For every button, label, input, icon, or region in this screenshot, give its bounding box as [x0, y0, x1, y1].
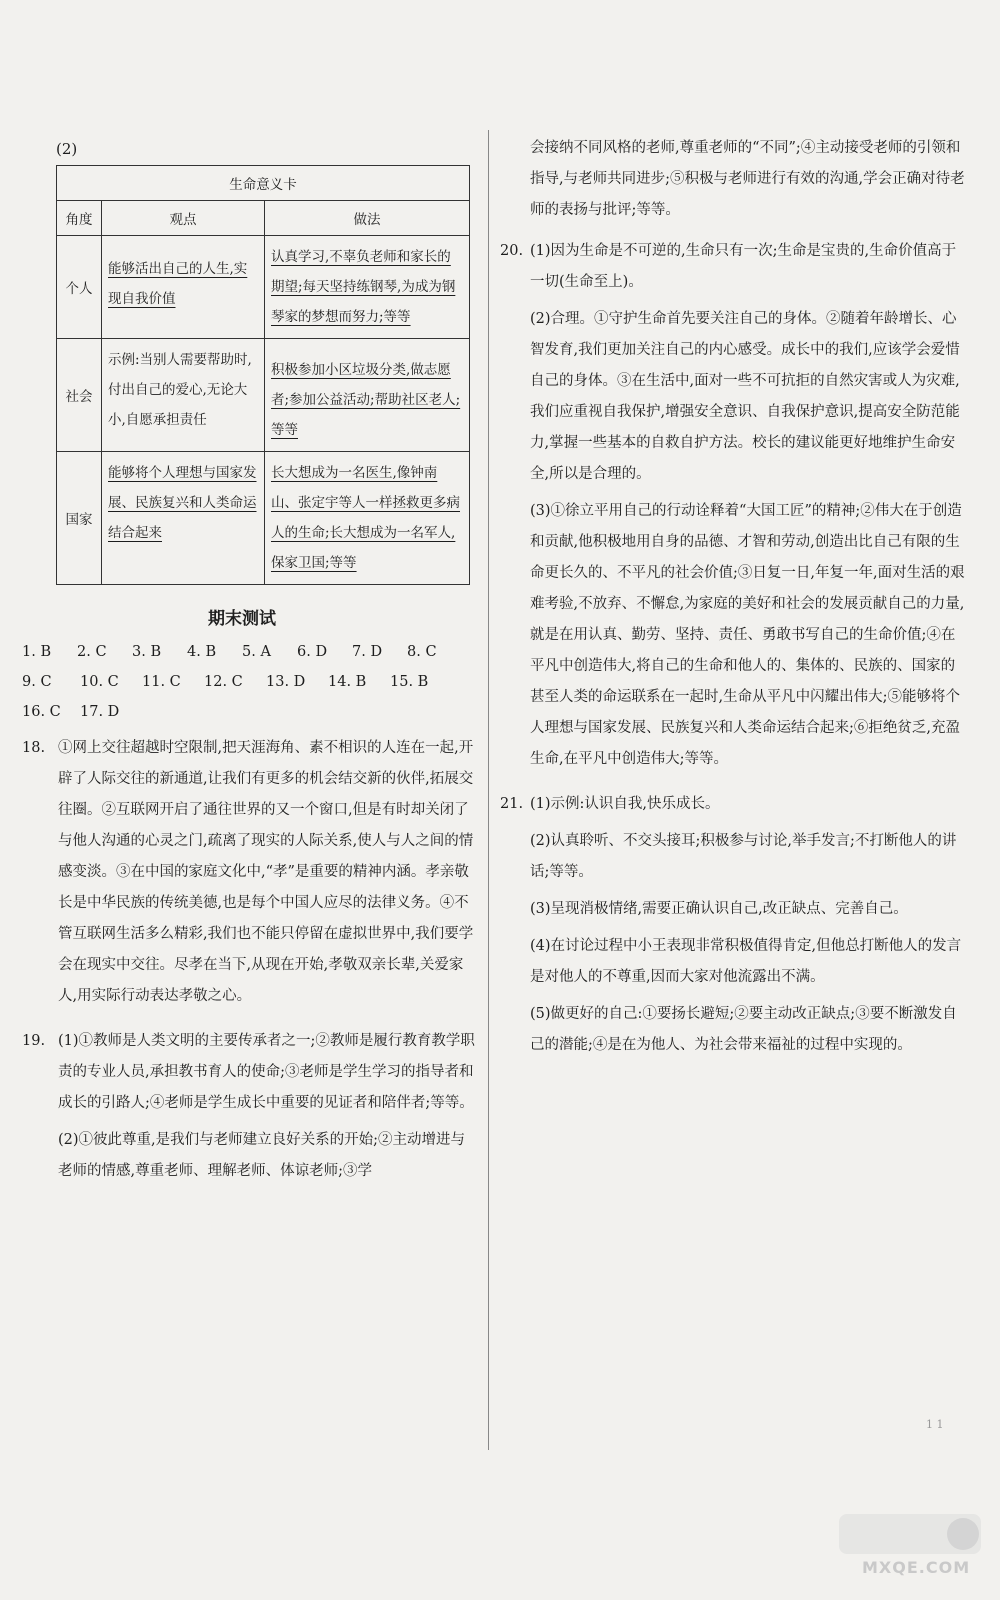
- question-19: [22, 1026, 477, 1187]
- mc-answer: 17. D: [80, 704, 120, 720]
- page-mark: 1 1: [926, 1418, 944, 1431]
- mc-answer: 2. C: [77, 644, 107, 660]
- answer-part: (2)认真聆听、不交头接耳;积极参与讨论,举手发言;不打断他人的讲话;等等。: [530, 833, 957, 880]
- answer-part: (3)①徐立平用自己的行动诠释着“大国工匠”的精神;②伟大在于创造和贡献,他积极地用自身的品德、才智和劳动,创造出比自己有限的生命更长久的、不平凡的社会价值;③日复一日,年复一年,面对生活的艰难考验,不放弃、不懈怠,为家庭的美好和社会的发展贡献自己的力量,就是在用认真、勤劳、坚持、责任、勇敢书写自己的生命价值;④在平凡中创造伟大,将自己的生命和他人的、集体的、民族的、国家的甚至人类的命运联系在一起时,生命从平凡中闪耀出伟大;⑤能够将个人理想与国家发展、民族复兴和人类命运结合起来;⑥拒绝贫乏,充盈生命,在平凡中创造伟大;等等。: [530, 503, 965, 767]
- mc-answer: 6. D: [297, 644, 328, 660]
- header-view: 观点: [102, 201, 265, 236]
- right-column: [500, 133, 968, 1061]
- answer-part: (5)做更好的自己:①要扬长避短;②要主动改正缺点;③要不断激发自己的潜能;④是在为他人、为社会带来福祉的过程中实现的。: [530, 1006, 957, 1053]
- table-row: [57, 236, 470, 339]
- table-row: [57, 339, 470, 452]
- life-meaning-card-table: [56, 165, 470, 585]
- answer-part: (4)在讨论过程中小王表现非常积极值得肯定,但他总打断他人的发言是对他人的不尊重,因而大家对他流露出不满。: [530, 938, 962, 985]
- question-number: 18.: [22, 740, 46, 756]
- answer-text: ①网上交往超越时空限制,把天涯海角、素不相识的人连在一起,开辟了人际交往的新通道,让我们有更多的机会结交新的伙伴,拓展交往圈。②互联网开启了通往世界的又一个窗口,但是有时却关闭了与他人沟通的心灵之门,疏离了现实的人际关系,使人与人之间的情感变淡。③在中国的家庭文化中,“孝”是重要的精神内涵。孝亲敬长是中华民族的传统美德,也是每个中国人应尽的法律义务。④不管互联网生活多么精彩,我们也不能只停留在虚拟世界中,我们要学会在现实中交往。尽孝在当下,从现在开始,孝敬双亲长辈,关爱家人,用实际行动表达孝敬之心。: [58, 740, 474, 1004]
- answer-part: (1)示例:认识自我,快乐成长。: [530, 796, 720, 812]
- question-20: [500, 236, 968, 775]
- question-18: [22, 733, 477, 1012]
- view-cell: 能够将个人理想与国家发展、民族复兴和人类命运结合起来: [108, 465, 257, 541]
- angle-cell: 社会: [57, 339, 102, 452]
- view-cell: 当别人需要帮助时,付出自己的爱心,无论大小,自愿承担责任: [108, 352, 252, 428]
- mc-answer: 7. D: [352, 644, 383, 660]
- section-title: 期末测试: [208, 609, 276, 629]
- mc-answer: 3. B: [132, 644, 162, 660]
- question-21: [500, 789, 968, 1061]
- view-cell: 能够活出自己的人生,实现自我价值: [108, 261, 248, 307]
- action-cell: 长大想成为一名医生,像钟南山、张定宇等人一样拯救更多病人的生命;长大想成为一名军人,保家卫国;等等: [271, 465, 460, 571]
- left-column: [22, 133, 477, 1187]
- answer-part: (3)呈现消极情绪,需要正确认识自己,改正缺点、完善自己。: [530, 901, 908, 917]
- question-number: 20.: [500, 243, 524, 259]
- column-divider: [488, 130, 489, 1450]
- mc-answers: [22, 637, 477, 727]
- mc-answer: 16. C: [22, 704, 61, 720]
- watermark-text: MXQE.COM: [862, 1558, 971, 1577]
- table-title: 生命意义卡: [57, 166, 470, 201]
- question-number: 19.: [22, 1033, 46, 1049]
- question-number: 21.: [500, 796, 524, 812]
- mc-answer: 1. B: [22, 644, 52, 660]
- mc-answer: 14. B: [328, 674, 367, 690]
- answer-part: (1)因为生命是不可逆的,生命只有一次;生命是宝贵的,生命价值高于一切(生命至上)。: [530, 243, 957, 290]
- table-row: [57, 452, 470, 585]
- mc-row: [22, 667, 477, 697]
- header-action: 做法: [265, 201, 470, 236]
- header-angle: 角度: [57, 201, 102, 236]
- mc-answer: 4. B: [187, 644, 217, 660]
- mc-row: [22, 697, 477, 727]
- action-cell: 认真学习,不辜负老师和家长的期望;每天坚持练钢琴,为成为钢琴家的梦想而努力;等等: [271, 249, 456, 325]
- angle-cell: 国家: [57, 452, 102, 585]
- angle-cell: 个人: [57, 236, 102, 339]
- q19-continuation: 会接纳不同风格的老师,尊重老师的“不同”;④主动接受老师的引领和指导,与老师共同进步;⑤积极与老师进行有效的沟通,学会正确对待老师的表扬与批评;等等。: [530, 140, 965, 218]
- answer-part: (2)合理。①守护生命首先要关注自己的身体。②随着年龄增长、心智发育,我们更加关注自己的内心感受。成长中的我们,应该学会爱惜自己的身体。③在生活中,面对一些不可抗拒的自然灾害或人为灾难,我们应重视自我保护,增强安全意识、自我保护意识,提高安全防范能力,掌握一些基本的自救自护方法。校长的建议能更好地维护生命安全,所以是合理的。: [530, 311, 960, 482]
- mc-answer: 12. C: [204, 674, 243, 690]
- mc-answer: 11. C: [142, 674, 181, 690]
- mc-answer: 10. C: [80, 674, 119, 690]
- answer-part: (1)①教师是人类文明的主要传承者之一;②教师是履行教育教学职责的专业人员,承担教书育人的使命;③老师是学生学习的指导者和成长的引路人;④老师是学生成长中重要的见证者和陪伴者;等等。: [58, 1033, 475, 1111]
- mc-row: [22, 637, 477, 667]
- mc-answer: 8. C: [407, 644, 437, 660]
- part-label: (2): [56, 140, 78, 158]
- mc-answer: 5. A: [242, 644, 271, 660]
- action-cell: 积极参加小区垃圾分类,做志愿者;参加公益活动;帮助社区老人;等等: [271, 362, 461, 438]
- mc-answer: 9. C: [22, 674, 52, 690]
- answer-part: (2)①彼此尊重,是我们与老师建立良好关系的开始;②主动增进与老师的情感,尊重老师、理解老师、体谅老师;③学: [58, 1132, 466, 1179]
- view-prefix: 示例:: [108, 352, 140, 368]
- mc-answer: 13. D: [266, 674, 306, 690]
- mc-answer: 15. B: [390, 674, 429, 690]
